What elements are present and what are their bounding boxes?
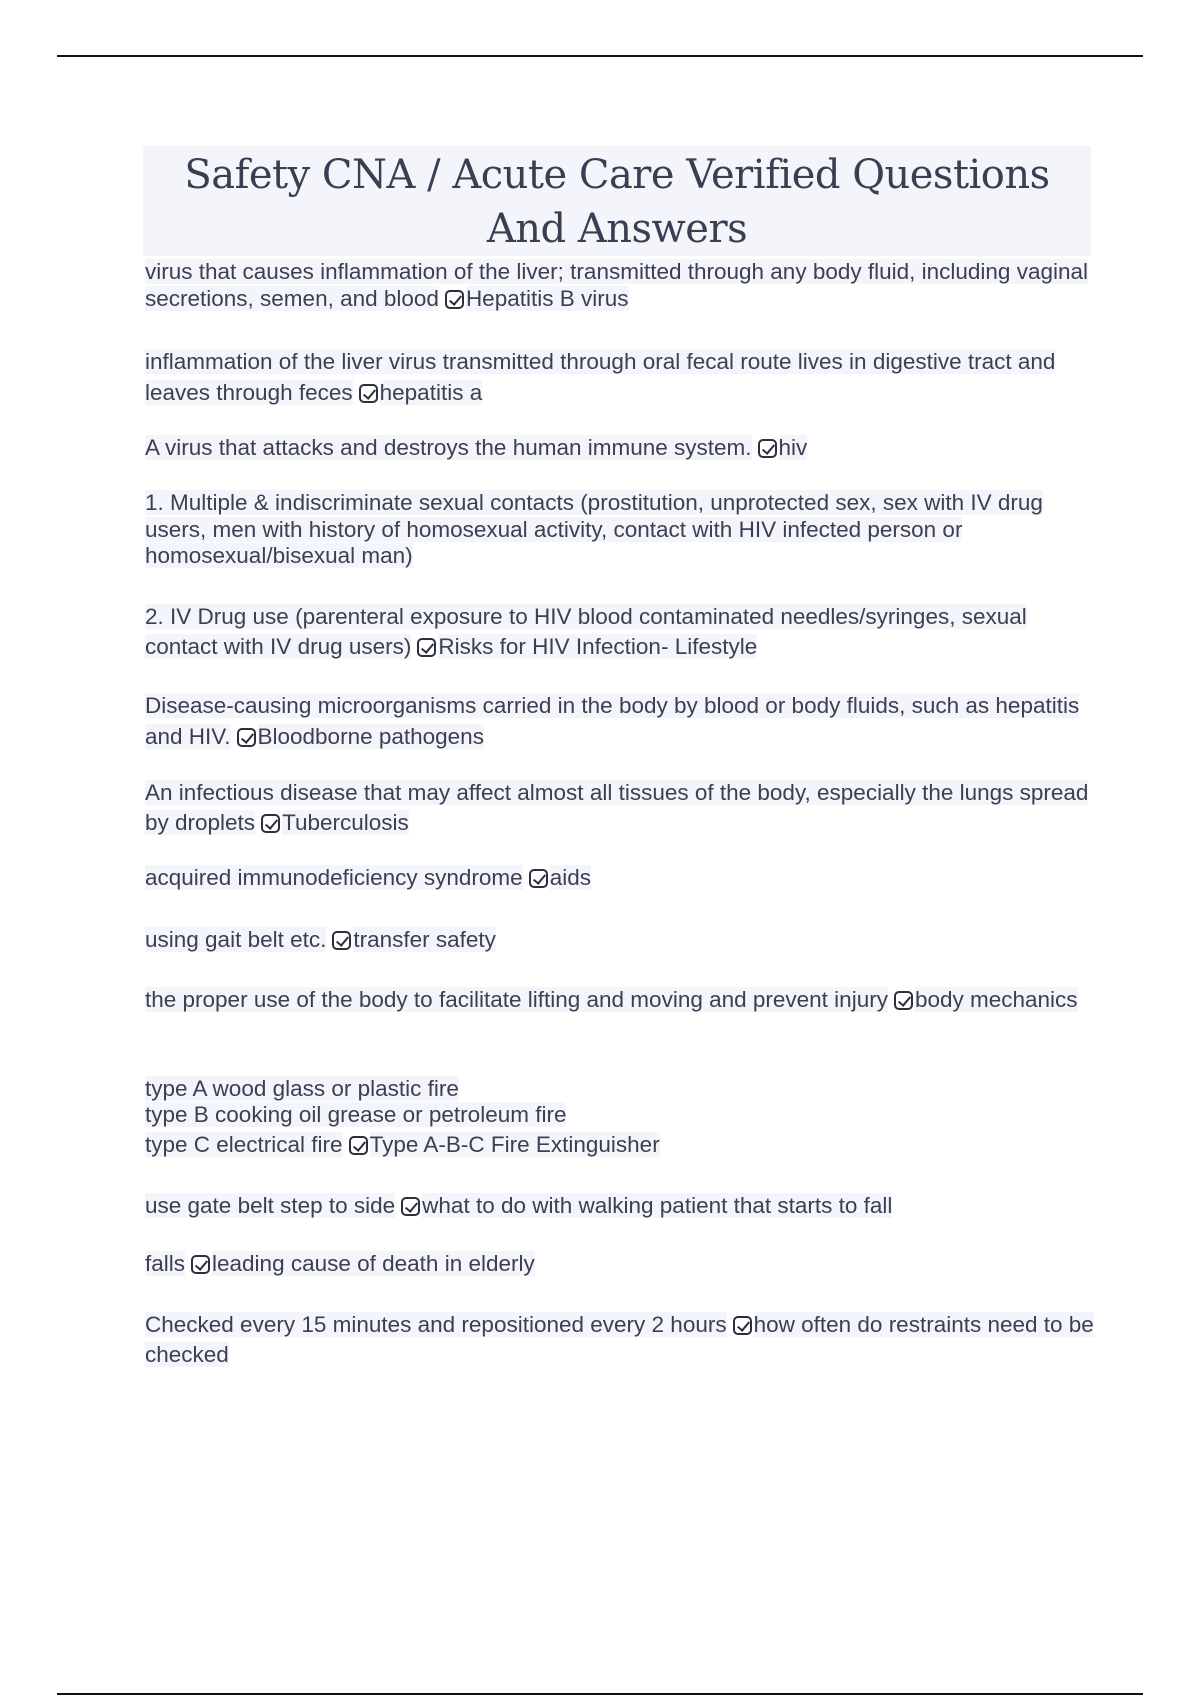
qa-item-hiv — [145, 434, 1095, 461]
checkbox-icon — [332, 931, 351, 950]
checkbox-icon — [445, 290, 464, 309]
question-text: An infectious disease that may affect almost all tissues of the body, especially the lungs spread by droplets — [145, 780, 1089, 835]
checkbox-icon — [733, 1316, 752, 1335]
answer-text: what to do with walking patient that starts to fall — [422, 1193, 893, 1218]
fire-type-a-text: type A wood glass or plastic fire — [145, 1076, 459, 1101]
question-text: 2. IV Drug use (parenteral exposure to HIV blood contaminated needles/syringes, sexual contact with IV drug users) — [145, 604, 1027, 659]
qa-item-fire-extinguisher — [145, 1076, 1095, 1158]
answer-text: Tuberculosis — [282, 810, 409, 835]
question-text: use gate belt step to side — [145, 1193, 396, 1218]
answer-text: Type A-B-C Fire Extinguisher — [369, 1132, 660, 1157]
qa-item-tuberculosis — [145, 778, 1095, 838]
checkbox-icon — [349, 1136, 368, 1155]
qa-item-body-mechanics — [145, 986, 1095, 1014]
answer-text: Risks for HIV Infection- Lifestyle — [438, 634, 758, 659]
answer-text: Hepatitis B virus — [465, 286, 629, 311]
answer-text: Bloodborne pathogens — [257, 724, 484, 749]
checkbox-icon — [758, 439, 777, 458]
question-text: falls — [145, 1251, 186, 1276]
checkbox-icon — [894, 991, 913, 1010]
answer-text: hepatitis a — [379, 380, 483, 405]
checkbox-icon — [401, 1197, 420, 1216]
question-text: type C electrical fire — [145, 1132, 343, 1157]
answer-text: how often do restraints need to be checked — [145, 1312, 1094, 1367]
question-text: virus that causes inflammation of the liver; transmitted through any body fluid, including vaginal secretions, semen, and blood — [145, 259, 1089, 311]
question-text: the proper use of the body to facilitate lifting and moving and prevent injury — [145, 987, 888, 1012]
answer-text: body mechanics — [914, 987, 1078, 1012]
qa-item-risk-sexual-contacts — [145, 490, 1095, 570]
checkbox-icon — [417, 638, 436, 657]
document-title: Safety CNA / Acute Care Verified Questions And Answers — [184, 152, 1050, 252]
answer-text: hiv — [778, 435, 808, 460]
qa-item-hepatitis-b — [145, 258, 1095, 312]
checkbox-icon — [237, 728, 256, 747]
question-text: A virus that attacks and destroys the human immune system. — [145, 435, 752, 460]
question-text: acquired immunodeficiency syndrome — [145, 865, 523, 890]
question-text: 1. Multiple & indiscriminate sexual contacts (prostitution, unprotected sex, sex with IV drug users, men with history of homosexual activity, contact with HIV infected person or homosexual/bisexual man) — [145, 490, 1043, 568]
fire-type-b-text: type B cooking oil grease or petroleum fire — [145, 1102, 567, 1127]
answer-text: aids — [549, 865, 591, 890]
qa-item-walking-fall — [145, 1192, 1095, 1219]
qa-item-hepatitis-a — [145, 346, 1095, 408]
qa-item-falls — [145, 1250, 1095, 1277]
question-text: Disease-causing microorganisms carried in the body by blood or body fluids, such as hepatitis and HIV. — [145, 693, 1080, 749]
qa-item-aids — [145, 864, 1095, 891]
bottom-rule — [57, 1693, 1143, 1695]
qa-item-bloodborne-pathogens — [145, 690, 1095, 752]
qa-item-restraints — [145, 1310, 1095, 1370]
qa-item-risk-iv-drug-use — [145, 602, 1095, 662]
checkbox-icon — [261, 814, 280, 833]
answer-text: leading cause of death in elderly — [212, 1251, 535, 1276]
checkbox-icon — [529, 869, 548, 888]
answer-text: transfer safety — [353, 927, 496, 952]
top-rule — [57, 55, 1143, 57]
checkbox-icon — [359, 384, 378, 403]
checkbox-icon — [191, 1255, 210, 1274]
question-text: Checked every 15 minutes and repositioned every 2 hours — [145, 1312, 727, 1337]
question-text: using gait belt etc. — [145, 927, 327, 952]
question-text: inflammation of the liver virus transmitted through oral fecal route lives in digestive tract and leaves through feces — [145, 349, 1056, 405]
qa-item-transfer-safety — [145, 926, 1095, 953]
